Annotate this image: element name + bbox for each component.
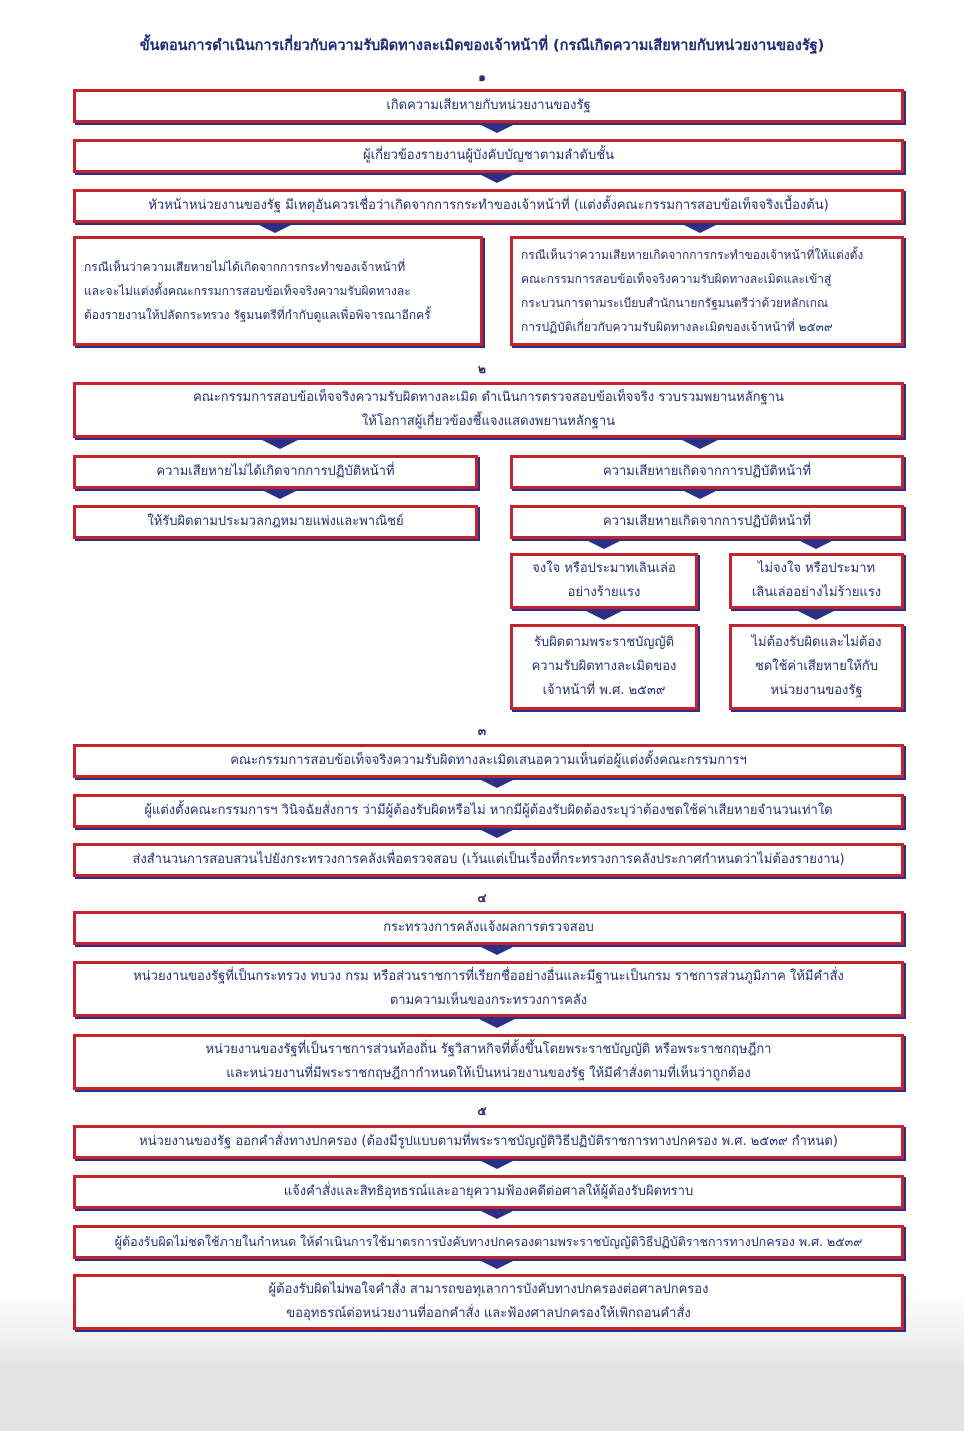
step-number-2: ๒ xyxy=(478,362,486,376)
arrow-down xyxy=(798,540,834,549)
arrow-down xyxy=(682,440,718,449)
box-from-duty: ความเสียหายเกิดจากการปฏิบัติหน้าที่ xyxy=(510,455,904,489)
arrow-down xyxy=(262,440,298,449)
step-number-3: ๓ xyxy=(477,724,487,738)
arrow-down xyxy=(479,1210,515,1219)
box-not-from-duty: ความเสียหายไม่ได้เกิดจากการปฏิบัติหน้าที่ xyxy=(73,455,478,489)
box-intentional-gross-negligence: จงใจ หรือประมาทเลินเล่อ อย่างร้ายแรง xyxy=(510,553,698,609)
bottom-bar xyxy=(0,1362,964,1431)
box-appeal-options: ผู้ต้องรับผิดไม่พอใจคำสั่ง สามารถขอทุเลาการบังคับทางปกครองต่อศาลปกครอง ขออุทธรณ์ต่อหน่วยงานที่ออกคำสั่ง และฟ้องศาลปกครองให้เพิกถอนคำสั่ง xyxy=(73,1274,904,1330)
arrow-down xyxy=(798,611,834,620)
arrow-down xyxy=(682,490,718,499)
box-not-liable: ไม่ต้องรับผิดและไม่ต้อง ชดใช้ค่าเสียหายให้กับ หน่วยงานของรัฐ xyxy=(729,624,904,710)
arrow-down xyxy=(257,224,293,233)
box-enforcement-measures: ผู้ต้องรับผิดไม่ชดใช้ภายในกำหนด ให้ดำเนินการใช้มาตรการบังคับทางปกครองตามพระราชบัญญัติวิธีปฏิบัติราชการทางปกครอง พ.ศ. ๒๕๓๙ xyxy=(73,1225,904,1259)
arrow-down xyxy=(479,1019,515,1028)
arrow-down xyxy=(586,611,622,620)
box-local-agency-order: หน่วยงานของรัฐที่เป็นราชการส่วนท้องถิ่น รัฐวิสาหกิจที่ตั้งขึ้นโดยพระราชบัญญัติ หรือพระราชกฤษฎีกา และหน่วยงานที่มีพระราชกฤษฎีกากำหนดให้เป็นหน่วยงานของรัฐ ให้มีคำสั่งตามที่เห็นว่าถูกต้อง xyxy=(73,1034,904,1090)
arrow-down xyxy=(479,124,515,133)
arrow-down xyxy=(479,1260,515,1269)
box-report-to-supervisor: ผู้เกี่ยวข้องรายงานผู้บังคับบัญชาตามลำดับชั้น xyxy=(73,139,904,173)
step-number-4: ๔ xyxy=(477,891,487,905)
box-not-gross-negligence: ไม่จงใจ หรือประมาท เลินเล่ออย่างไม่ร้ายแรง xyxy=(729,553,904,609)
box-civil-code-liability: ให้รับผิดตามประมวลกฎหมายแพ่งและพาณิชย์ xyxy=(73,505,478,539)
box-appointer-decision: ผู้แต่งตั้งคณะกรรมการฯ วินิจฉัยสั่งการ ว่ามีผู้ต้องรับผิดหรือไม่ หากมีผู้ต้องรับผิดต้องระบุว่าต้องชดใช้ค่าเสียหายจำนวนเท่าใด xyxy=(73,794,904,828)
arrow-down xyxy=(479,779,515,788)
box-committee-opinion: คณะกรรมการสอบข้อเท็จจริงความรับผิดทางละเมิดเสนอความเห็นต่อผู้แต่งตั้งคณะกรรมการฯ xyxy=(73,744,904,778)
box-finance-ministry-result: กระทรวงการคลังแจ้งผลการตรวจสอบ xyxy=(73,911,904,945)
box-notify-rights: แจ้งคำสั่งและสิทธิอุทธรณ์และอายุความฟ้องคดีต่อศาลให้ผู้ต้องรับผิดทราบ xyxy=(73,1175,904,1209)
box-central-agency-order: หน่วยงานของรัฐที่เป็นกระทรวง ทบวง กรม หรือส่วนราชการที่เรียกชื่ออย่างอื่นและมีฐานะเป็นกรม ราชการส่วนภูมิภาค ให้มีคำสั่ง ตามความเห็นของกระทรวงการคลัง xyxy=(73,961,904,1017)
step-number-1: ๑ xyxy=(478,70,486,84)
arrow-down xyxy=(262,490,298,499)
box-administrative-order: หน่วยงานของรัฐ ออกคำสั่งทางปกครอง (ต้องมีรูปแบบตามที่พระราชบัญญัติวิธีปฏิบัติราชการทางปกครอง พ.ศ. ๒๕๓๙ กำหนด) xyxy=(73,1125,904,1159)
box-head-of-agency: หัวหน้าหน่วยงานของรัฐ มีเหตุอันควรเชื่อว่าเกิดจากการกระทำของเจ้าหน้าที่ (แต่งตั้งคณะกรรมการสอบข้อเท็จจริงเบื้องต้น) xyxy=(73,189,904,223)
box-case-not-official-act: กรณีเห็นว่าความเสียหายไม่ได้เกิดจากการกระทำของเจ้าหน้าที่ และจะไม่แต่งตั้งคณะกรรมการสอบข้อเท็จจริงความรับผิดทางละ ต้องรายงานให้ปลัดกระทรวง รัฐมนตรีที่กำกับดูแลเพื่อพิจารณาอีกครั้ xyxy=(73,236,483,346)
arrow-down xyxy=(586,540,622,549)
box-damage-occurred: เกิดความเสียหายกับหน่วยงานของรัฐ xyxy=(73,89,904,123)
box-liable-under-act: รับผิดตามพระราชบัญญัติ ความรับผิดทางละเมิดของ เจ้าหน้าที่ พ.ศ. ๒๕๓๙ xyxy=(510,624,698,710)
arrow-down xyxy=(479,946,515,955)
box-case-official-act: กรณีเห็นว่าความเสียหายเกิดจากการกระทำของเจ้าหน้าที่ให้แต่งตั้ง คณะกรรมการสอบข้อเท็จจริงความรับผิดทางละเมิดและเข้าสู่ กระบวนการตามระเบียบสำนักนายกรัฐมนตรีว่าด้วยหลักเกณ การปฏิบัติเกี่ยวกับความรับผิดทางละเมิดของเจ้าหน้าที่ ๒๕๓๙ xyxy=(510,236,904,346)
arrow-down xyxy=(479,829,515,838)
box-send-to-finance-ministry: ส่งสำนวนการสอบสวนไปยังกระทรวงการคลังเพื่อตรวจสอบ (เว้นแต่เป็นเรื่องที่กระทรวงการคลังประกาศกำหนดว่าไม่ต้องรายงาน) xyxy=(73,843,904,877)
box-committee-investigation: คณะกรรมการสอบข้อเท็จจริงความรับผิดทางละเมิด ดำเนินการตรวจสอบข้อเท็จจริง รวบรวมพยานหลักฐาน ให้โอกาสผู้เกี่ยวข้องชี้แจงแสดงพยานหลักฐาน xyxy=(73,382,904,438)
arrow-down xyxy=(479,174,515,183)
arrow-down xyxy=(479,1160,515,1169)
flowchart-title: ขั้นตอนการดำเนินการเกี่ยวกับความรับผิดทางละเมิดของเจ้าหน้าที่ (กรณีเกิดความเสียหายกับหน่วยงานของรัฐ) xyxy=(139,38,825,54)
arrow-down xyxy=(682,224,718,233)
step-number-5: ๕ xyxy=(477,1104,487,1118)
box-from-duty-2: ความเสียหายเกิดจากการปฏิบัติหน้าที่ xyxy=(510,505,904,539)
